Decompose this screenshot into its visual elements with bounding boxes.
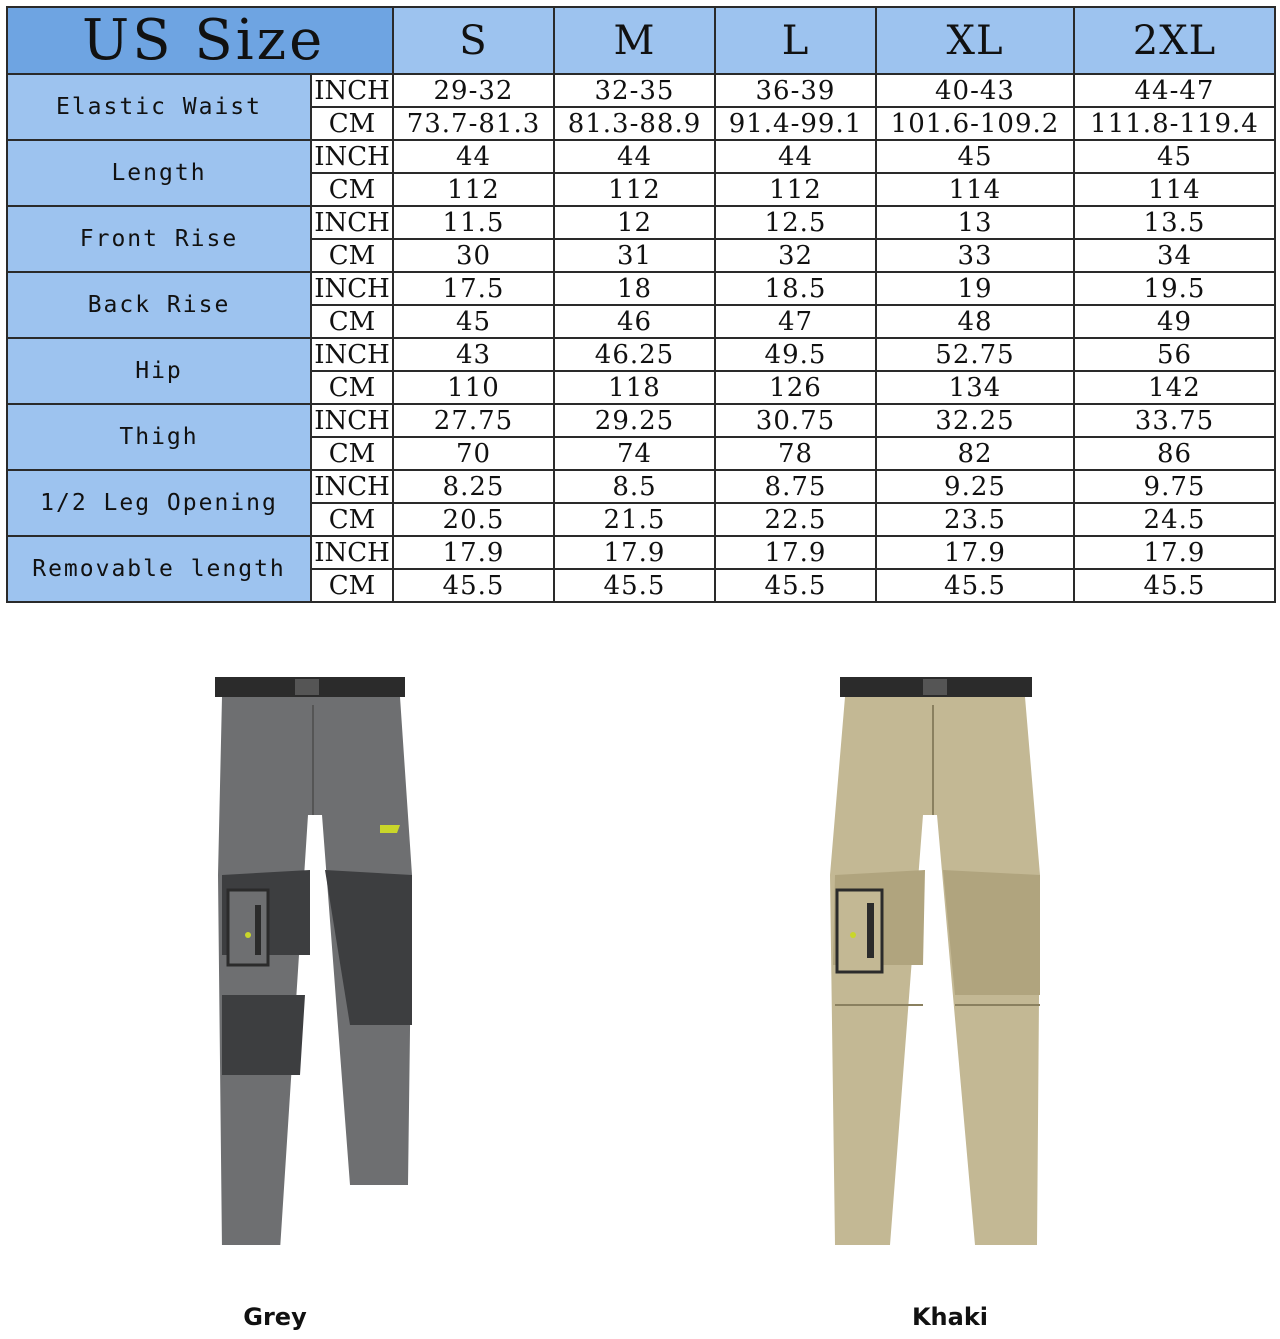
size-value-cell: 34 xyxy=(1074,239,1275,272)
size-value-cell: 49 xyxy=(1074,305,1275,338)
size-value-cell: 81.3-88.9 xyxy=(554,107,715,140)
unit-label: CM xyxy=(311,437,393,470)
size-value-cell: 29-32 xyxy=(393,74,554,107)
unit-label: CM xyxy=(311,305,393,338)
khaki-caption: Khaki xyxy=(911,1303,989,1331)
size-value-cell: 56 xyxy=(1074,338,1275,371)
size-value-cell: 20.5 xyxy=(393,503,554,536)
size-value-cell: 45 xyxy=(876,140,1074,173)
size-value-cell: 45.5 xyxy=(393,569,554,602)
size-value-cell: 30.75 xyxy=(715,404,876,437)
size-value-cell: 44 xyxy=(393,140,554,173)
size-value-cell: 17.5 xyxy=(393,272,554,305)
unit-label: CM xyxy=(311,107,393,140)
size-value-cell: 32.25 xyxy=(876,404,1074,437)
table-row xyxy=(7,404,1275,437)
size-value-cell: 30 xyxy=(393,239,554,272)
measurement-name: Length xyxy=(7,140,311,206)
unit-label: INCH xyxy=(311,74,393,107)
measurement-name: Front Rise xyxy=(7,206,311,272)
size-value-cell: 114 xyxy=(1074,173,1275,206)
measurement-name: 1/2 Leg Opening xyxy=(7,470,311,536)
size-value-cell: 45 xyxy=(1074,140,1275,173)
size-value-cell: 86 xyxy=(1074,437,1275,470)
size-value-cell: 32-35 xyxy=(554,74,715,107)
size-value-cell: 13.5 xyxy=(1074,206,1275,239)
size-value-cell: 8.5 xyxy=(554,470,715,503)
size-value-cell: 44 xyxy=(554,140,715,173)
size-value-cell: 17.9 xyxy=(876,536,1074,569)
measurement-name: Removable length xyxy=(7,536,311,602)
size-value-cell: 110 xyxy=(393,371,554,404)
size-value-cell: 22.5 xyxy=(715,503,876,536)
size-value-cell: 29.25 xyxy=(554,404,715,437)
size-header-xl: XL xyxy=(876,7,1074,74)
size-value-cell: 112 xyxy=(393,173,554,206)
size-value-cell: 49.5 xyxy=(715,338,876,371)
size-value-cell: 70 xyxy=(393,437,554,470)
unit-label: CM xyxy=(311,371,393,404)
size-value-cell: 45.5 xyxy=(715,569,876,602)
size-value-cell: 18.5 xyxy=(715,272,876,305)
size-value-cell: 13 xyxy=(876,206,1074,239)
size-value-cell: 17.9 xyxy=(715,536,876,569)
size-value-cell: 112 xyxy=(715,173,876,206)
size-value-cell: 17.9 xyxy=(554,536,715,569)
size-value-cell: 11.5 xyxy=(393,206,554,239)
size-value-cell: 46.25 xyxy=(554,338,715,371)
size-value-cell: 111.8-119.4 xyxy=(1074,107,1275,140)
size-value-cell: 12 xyxy=(554,206,715,239)
unit-label: INCH xyxy=(311,536,393,569)
size-value-cell: 78 xyxy=(715,437,876,470)
size-value-cell: 74 xyxy=(554,437,715,470)
size-value-cell: 73.7-81.3 xyxy=(393,107,554,140)
size-value-cell: 21.5 xyxy=(554,503,715,536)
measurement-name: Back Rise xyxy=(7,272,311,338)
size-value-cell: 19.5 xyxy=(1074,272,1275,305)
size-value-cell: 43 xyxy=(393,338,554,371)
size-value-cell: 134 xyxy=(876,371,1074,404)
measurement-name: Hip xyxy=(7,338,311,404)
size-value-cell: 126 xyxy=(715,371,876,404)
table-row xyxy=(7,536,1275,569)
unit-label: INCH xyxy=(311,470,393,503)
size-value-cell: 47 xyxy=(715,305,876,338)
size-value-cell: 12.5 xyxy=(715,206,876,239)
unit-label: INCH xyxy=(311,206,393,239)
unit-label: INCH xyxy=(311,404,393,437)
table-row xyxy=(7,206,1275,239)
size-value-cell: 44 xyxy=(715,140,876,173)
table-row xyxy=(7,272,1275,305)
size-value-cell: 19 xyxy=(876,272,1074,305)
measurement-name: Thigh xyxy=(7,404,311,470)
size-value-cell: 40-43 xyxy=(876,74,1074,107)
size-value-cell: 18 xyxy=(554,272,715,305)
size-value-cell: 9.75 xyxy=(1074,470,1275,503)
table-row xyxy=(7,470,1275,503)
size-value-cell: 23.5 xyxy=(876,503,1074,536)
size-value-cell: 17.9 xyxy=(393,536,554,569)
size-value-cell: 118 xyxy=(554,371,715,404)
size-value-cell: 33.75 xyxy=(1074,404,1275,437)
unit-label: INCH xyxy=(311,140,393,173)
table-row xyxy=(7,74,1275,107)
measurement-name: Elastic Waist xyxy=(7,74,311,140)
size-value-cell: 8.25 xyxy=(393,470,554,503)
size-value-cell: 45.5 xyxy=(1074,569,1275,602)
size-value-cell: 44-47 xyxy=(1074,74,1275,107)
khaki-pants-image xyxy=(815,665,1055,1250)
size-value-cell: 45 xyxy=(393,305,554,338)
size-value-cell: 46 xyxy=(554,305,715,338)
size-value-cell: 9.25 xyxy=(876,470,1074,503)
unit-label: INCH xyxy=(311,338,393,371)
size-header-2xl: 2XL xyxy=(1074,7,1275,74)
size-value-cell: 112 xyxy=(554,173,715,206)
size-value-cell: 32 xyxy=(715,239,876,272)
size-chart-table xyxy=(6,6,1276,603)
size-value-cell: 101.6-109.2 xyxy=(876,107,1074,140)
table-title: US Size xyxy=(7,7,393,74)
size-value-cell: 33 xyxy=(876,239,1074,272)
grey-pants-image xyxy=(200,665,430,1245)
size-value-cell: 31 xyxy=(554,239,715,272)
size-value-cell: 17.9 xyxy=(1074,536,1275,569)
size-value-cell: 27.75 xyxy=(393,404,554,437)
size-value-cell: 48 xyxy=(876,305,1074,338)
size-value-cell: 52.75 xyxy=(876,338,1074,371)
size-value-cell: 91.4-99.1 xyxy=(715,107,876,140)
size-value-cell: 142 xyxy=(1074,371,1275,404)
size-value-cell: 24.5 xyxy=(1074,503,1275,536)
size-header-s: S xyxy=(393,7,554,74)
table-row xyxy=(7,338,1275,371)
size-value-cell: 45.5 xyxy=(554,569,715,602)
size-value-cell: 82 xyxy=(876,437,1074,470)
size-header-row xyxy=(7,7,1275,74)
table-row xyxy=(7,140,1275,173)
unit-label: CM xyxy=(311,173,393,206)
unit-label: CM xyxy=(311,503,393,536)
size-value-cell: 114 xyxy=(876,173,1074,206)
size-header-m: M xyxy=(554,7,715,74)
size-value-cell: 8.75 xyxy=(715,470,876,503)
unit-label: INCH xyxy=(311,272,393,305)
size-value-cell: 36-39 xyxy=(715,74,876,107)
unit-label: CM xyxy=(311,569,393,602)
size-value-cell: 45.5 xyxy=(876,569,1074,602)
unit-label: CM xyxy=(311,239,393,272)
grey-caption: Grey xyxy=(243,1303,307,1331)
size-header-l: L xyxy=(715,7,876,74)
